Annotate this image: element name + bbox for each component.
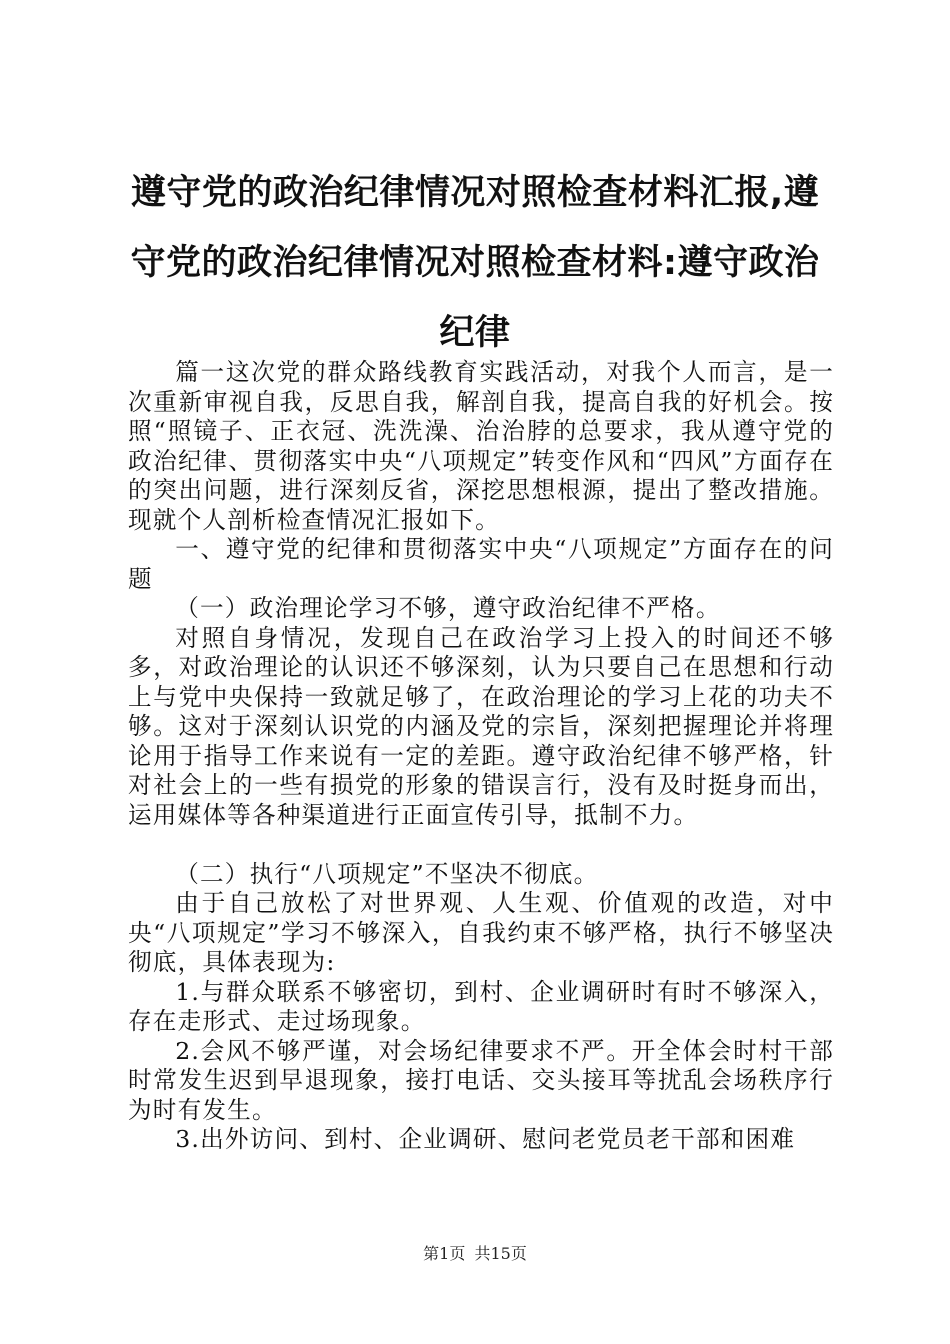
list-item-2: 2.会风不够严谨，对会场纪律要求不严。开全体会时村干部时常发生迟到早退现象，接打电话、交头接耳等扰乱会场秩序行为时有发生。 xyxy=(128,1036,834,1124)
document-body xyxy=(128,358,834,1155)
page-number: 第1页 xyxy=(423,1244,466,1263)
subsection-heading-2: （二）执行“八项规定”不坚决不彻底。 xyxy=(175,859,599,888)
page-footer xyxy=(0,1244,950,1264)
list-item-3: 3.出外访问、到村、企业调研、慰问老党员老干部和困难 xyxy=(175,1125,796,1153)
paragraph-political-study: 对照自身情况，发现自己在政治学习上投入的时间还不够多，对政治理论的认识还不够深刻，认为只要自己在思想和行动上与党中央保持一致就足够了，在政治理论的学习上花的功夫不够。这对于深刻认识党的内涵及党的宗旨，深刻把握理论并将理论用于指导工作来说有一定的差距。遵守政治纪律不够严格，针对社会上的一些有损党的形象的错误言行，没有及时挺身而出，运用媒体等各种渠道进行正面宣传引导，抵制不力。 xyxy=(128,623,834,829)
page-total: 共15页 xyxy=(474,1244,527,1263)
section-heading-1: 一、遵守党的纪律和贯彻落实中央“八项规定”方面存在的问题 xyxy=(128,535,834,593)
list-item-1: 1.与群众联系不够密切，到村、企业调研时有时不够深入，存在走形式、走过场现象。 xyxy=(128,977,834,1035)
paragraph-intro: 篇一这次党的群众路线教育实践活动，对我个人而言，是一次重新审视自我，反思自我，解剖自我，提高自我的好机会。按照“照镜子、正衣冠、洗洗澡、治治脖的总要求，我从遵守党的政治纪律、贯彻落实中央“八项规定”转变作风和“四风”方面存在的突出问题，进行深刻反省，深挖思想根源，提出了整改措施。现就个人剖析检查情况汇报如下。 xyxy=(128,358,834,534)
paragraph-eight-rules: 由于自己放松了对世界观、人生观、价值观的改造，对中央“八项规定”学习不够深入，自我约束不够严格，执行不够坚决彻底，具体表现为: xyxy=(128,889,834,976)
subsection-heading-1: （一）政治理论学习不够，遵守政治纪律不严格。 xyxy=(175,594,721,622)
document-title: 遵守党的政治纪律情况对照检查材料汇报,遵守党的政治纪律情况对照检查材料:遵守政治纪律 xyxy=(130,173,820,353)
